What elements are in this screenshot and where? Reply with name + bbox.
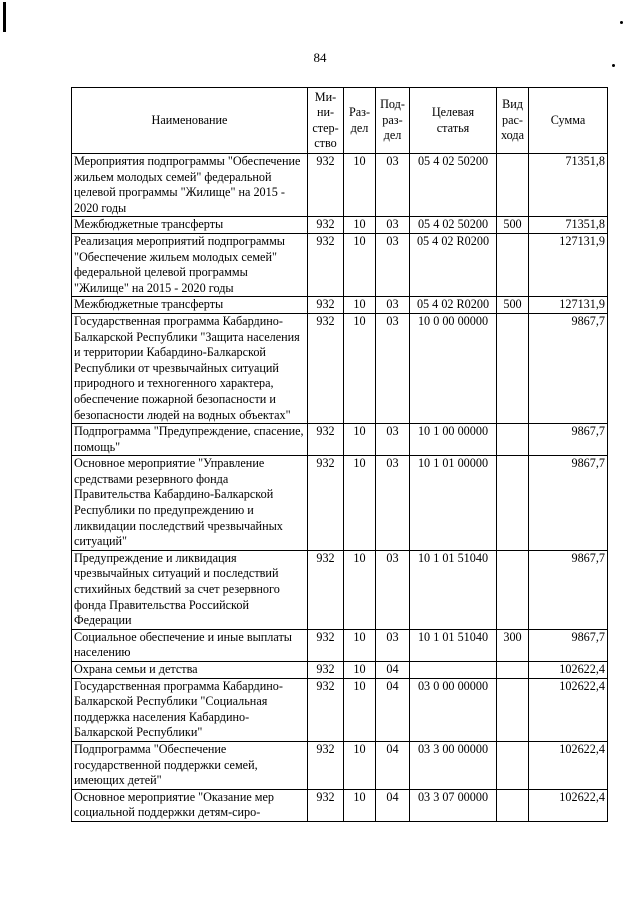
row-target: 05 4 02 R0200	[410, 233, 497, 296]
table-row	[72, 678, 608, 741]
row-section: 10	[344, 313, 376, 423]
row-subsection: 04	[376, 678, 410, 741]
row-ministry: 932	[308, 741, 344, 789]
header-ministry: Ми- ни- стер- ство	[308, 88, 344, 154]
row-expense-type	[497, 424, 529, 456]
row-target: 10 1 00 00000	[410, 424, 497, 456]
row-expense-type	[497, 741, 529, 789]
row-expense-type: 300	[497, 629, 529, 661]
row-amount: 102622,4	[529, 678, 608, 741]
row-subsection: 04	[376, 741, 410, 789]
row-subsection: 03	[376, 313, 410, 423]
page-number: 84	[313, 50, 327, 65]
row-expense-type	[497, 456, 529, 551]
row-expense-type: 500	[497, 217, 529, 234]
row-target: 03 3 00 00000	[410, 741, 497, 789]
row-subsection: 03	[376, 233, 410, 296]
table-row	[72, 217, 608, 234]
row-ministry: 932	[308, 789, 344, 821]
header-target: Целевая статья	[410, 88, 497, 154]
row-name: Мероприятия подпрограммы "Обеспечение жильем молодых семей" федеральной целевой программы "Жилище" на 2015 - 2020 годы	[72, 154, 308, 217]
table-row	[72, 741, 608, 789]
row-amount: 9867,7	[529, 629, 608, 661]
row-section: 10	[344, 456, 376, 551]
row-ministry: 932	[308, 629, 344, 661]
row-expense-type	[497, 313, 529, 423]
row-name: Основное мероприятие "Управление средствами резервного фонда Правительства Кабардино-Балкарской Республики по предупреждению и ликвидации последствий чрезвычайных ситуаций"	[72, 456, 308, 551]
table-row	[72, 789, 608, 821]
row-ministry: 932	[308, 217, 344, 234]
row-subsection: 03	[376, 550, 410, 629]
row-name: Социальное обеспечение и иные выплаты населению	[72, 629, 308, 661]
row-name: Реализация мероприятий подпрограммы "Обеспечение жильем молодых семей" федеральной целевой программы "Жилище" на 2015 - 2020 годы	[72, 233, 308, 296]
row-section: 10	[344, 629, 376, 661]
header-subsection: Под- раз- дел	[376, 88, 410, 154]
row-ministry: 932	[308, 233, 344, 296]
row-ministry: 932	[308, 456, 344, 551]
row-amount: 127131,9	[529, 297, 608, 314]
row-name: Основное мероприятие "Оказание мер социальной поддержки детям-сиро-	[72, 789, 308, 821]
header-name: Наименование	[72, 88, 308, 154]
table-row	[72, 550, 608, 629]
row-name: Государственная программа Кабардино-Балкарской Республики "Защита населения и территории Кабардино-Балкарской Республики от чрезвычайных ситуаций природного и техногенного характера, обеспечение пожарной безопасности и безопасности людей на водных объектах"	[72, 313, 308, 423]
row-target	[410, 662, 497, 679]
row-name: Охрана семьи и детства	[72, 662, 308, 679]
row-name: Межбюджетные трансферты	[72, 297, 308, 314]
row-name: Подпрограмма "Обеспечение государственной поддержки семей, имеющих детей"	[72, 741, 308, 789]
header-amount: Сумма	[529, 88, 608, 154]
row-ministry: 932	[308, 297, 344, 314]
row-amount: 102622,4	[529, 789, 608, 821]
row-section: 10	[344, 154, 376, 217]
row-ministry: 932	[308, 154, 344, 217]
row-subsection: 03	[376, 629, 410, 661]
row-target: 10 1 01 00000	[410, 456, 497, 551]
table-row	[72, 313, 608, 423]
row-amount: 9867,7	[529, 550, 608, 629]
row-target: 05 4 02 R0200	[410, 297, 497, 314]
row-amount: 9867,7	[529, 424, 608, 456]
row-name: Межбюджетные трансферты	[72, 217, 308, 234]
row-section: 10	[344, 789, 376, 821]
row-expense-type: 500	[497, 297, 529, 314]
row-section: 10	[344, 233, 376, 296]
row-ministry: 932	[308, 550, 344, 629]
table-row	[72, 456, 608, 551]
row-subsection: 03	[376, 154, 410, 217]
row-target: 03 0 00 00000	[410, 678, 497, 741]
row-expense-type	[497, 550, 529, 629]
row-expense-type	[497, 662, 529, 679]
row-ministry: 932	[308, 662, 344, 679]
row-expense-type	[497, 678, 529, 741]
row-expense-type	[497, 789, 529, 821]
row-section: 10	[344, 297, 376, 314]
table-row	[72, 629, 608, 661]
row-section: 10	[344, 424, 376, 456]
row-subsection: 04	[376, 789, 410, 821]
row-amount: 9867,7	[529, 313, 608, 423]
margin-mark	[3, 2, 6, 32]
scan-dot	[620, 21, 623, 24]
row-expense-type	[497, 154, 529, 217]
header-expense-type: Вид рас- хода	[497, 88, 529, 154]
row-amount: 71351,8	[529, 217, 608, 234]
row-ministry: 932	[308, 424, 344, 456]
row-expense-type	[497, 233, 529, 296]
row-name: Предупреждение и ликвидация чрезвычайных ситуаций и последствий стихийных бедствий за счет резервного фонда Правительства Российской Федерации	[72, 550, 308, 629]
row-section: 10	[344, 678, 376, 741]
table-row	[72, 662, 608, 679]
table-row	[72, 424, 608, 456]
row-amount: 127131,9	[529, 233, 608, 296]
table-row	[72, 297, 608, 314]
row-section: 10	[344, 217, 376, 234]
row-ministry: 932	[308, 313, 344, 423]
row-subsection: 03	[376, 456, 410, 551]
row-subsection: 04	[376, 662, 410, 679]
table-row	[72, 233, 608, 296]
row-target: 10 1 01 51040	[410, 629, 497, 661]
table-row	[72, 154, 608, 217]
row-target: 05 4 02 50200	[410, 217, 497, 234]
row-subsection: 03	[376, 424, 410, 456]
row-section: 10	[344, 741, 376, 789]
row-subsection: 03	[376, 217, 410, 234]
row-name: Государственная программа Кабардино-Балкарской Республики "Социальная поддержка населения Кабардино-Балкарской Республики"	[72, 678, 308, 741]
budget-table	[71, 87, 608, 822]
row-amount: 9867,7	[529, 456, 608, 551]
row-target: 10 1 01 51040	[410, 550, 497, 629]
row-amount: 71351,8	[529, 154, 608, 217]
header-row	[72, 88, 608, 154]
row-amount: 102622,4	[529, 662, 608, 679]
row-ministry: 932	[308, 678, 344, 741]
row-subsection: 03	[376, 297, 410, 314]
row-section: 10	[344, 550, 376, 629]
row-amount: 102622,4	[529, 741, 608, 789]
row-target: 05 4 02 50200	[410, 154, 497, 217]
row-target: 10 0 00 00000	[410, 313, 497, 423]
row-target: 03 3 07 00000	[410, 789, 497, 821]
row-name: Подпрограмма "Предупреждение, спасение, помощь"	[72, 424, 308, 456]
header-section: Раз- дел	[344, 88, 376, 154]
row-section: 10	[344, 662, 376, 679]
